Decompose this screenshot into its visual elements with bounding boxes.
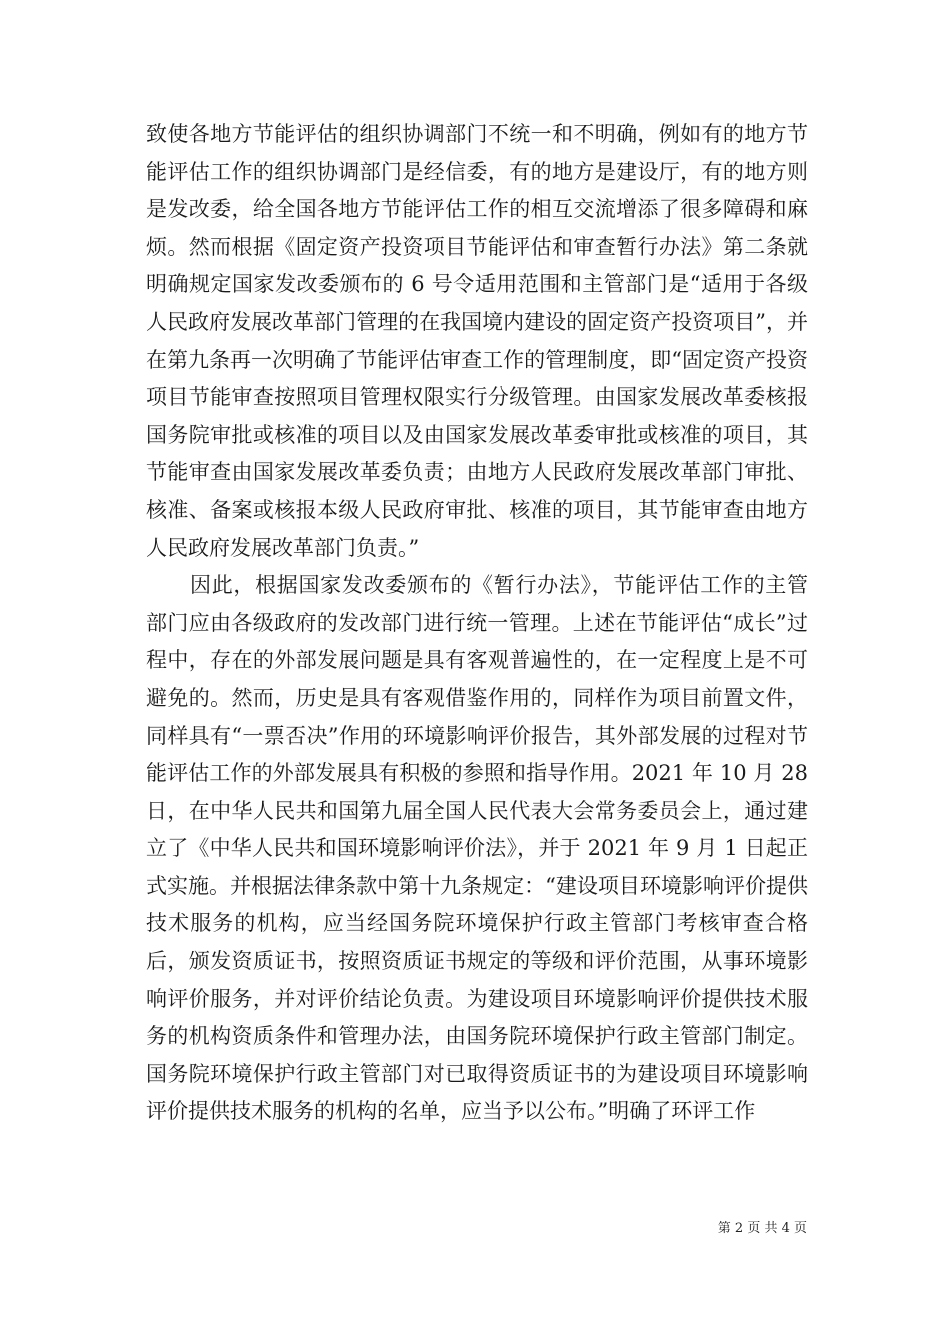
document-body xyxy=(146,116,808,1131)
paragraph-2: 因此，根据国家发改委颁布的《暂行办法》，节能评估工作的主管部门应由各级政府的发改部门进行统一管理。上述在节能评估“成长”过程中，存在的外部发展问题是具有客观普遍性的，在一定程度上是不可避免的。然而，历史是具有客观借鉴作用的，同样作为项目前置文件，同样具有“一票否决”作用的环境影响评价报告，其外部发展的过程对节能评估工作的外部发展具有积极的参照和指导作用。2021 年 10 月 28 日，在中华人民共和国第九届全国人民代表大会常务委员会上，通过建立了《中华人民共和国环境影响评价法》，并于 2021 年 9 月 1 日起正式实施。并根据法律条款中第十九条规定：“建设项目环境影响评价提供技术服务的机构，应当经国务院环境保护行政主管部门考核审查合格后，颁发资质证书，按照资质证书规定的等级和评价范围，从事环境影响评价服务，并对评价结论负责。为建设项目环境影响评价提供技术服务的机构资质条件和管理办法，由国务院环境保护行政主管部门制定。国务院环境保护行政主管部门对已取得资质证书的为建设项目环境影响评价提供技术服务的机构的名单，应当予以公布。”明确了环评工作 xyxy=(146,573,808,1124)
page-number-footer: 第 2 页 共 4 页 xyxy=(717,1221,807,1236)
paragraph-1: 致使各地方节能评估的组织协调部门不统一和不明确，例如有的地方节能评估工作的组织协调部门是经信委，有的地方是建设厅，有的地方则是发改委，给全国各地方节能评估工作的相互交流增添了很多障碍和麻烦。然而根据《固定资产投资项目节能评估和审查暂行办法》第二条就明确规定国家发改委颁布的 6 号令适用范围和主管部门是“适用于各级人民政府发展改革部门管理的在我国境内建设的固定资产投资项目”，并在第九条再一次明确了节能评估审查工作的管理制度，即“固定资产投资项目节能审查按照项目管理权限实行分级管理。由国家发展改革委核报国务院审批或核准的项目以及由国家发展改革委审批或核准的项目，其节能审查由国家发展改革委负责；由地方人民政府发展改革部门审批、核准、备案或核报本级人民政府审批、核准的项目，其节能审查由地方人民政府发展改革部门负责。” xyxy=(146,122,808,560)
